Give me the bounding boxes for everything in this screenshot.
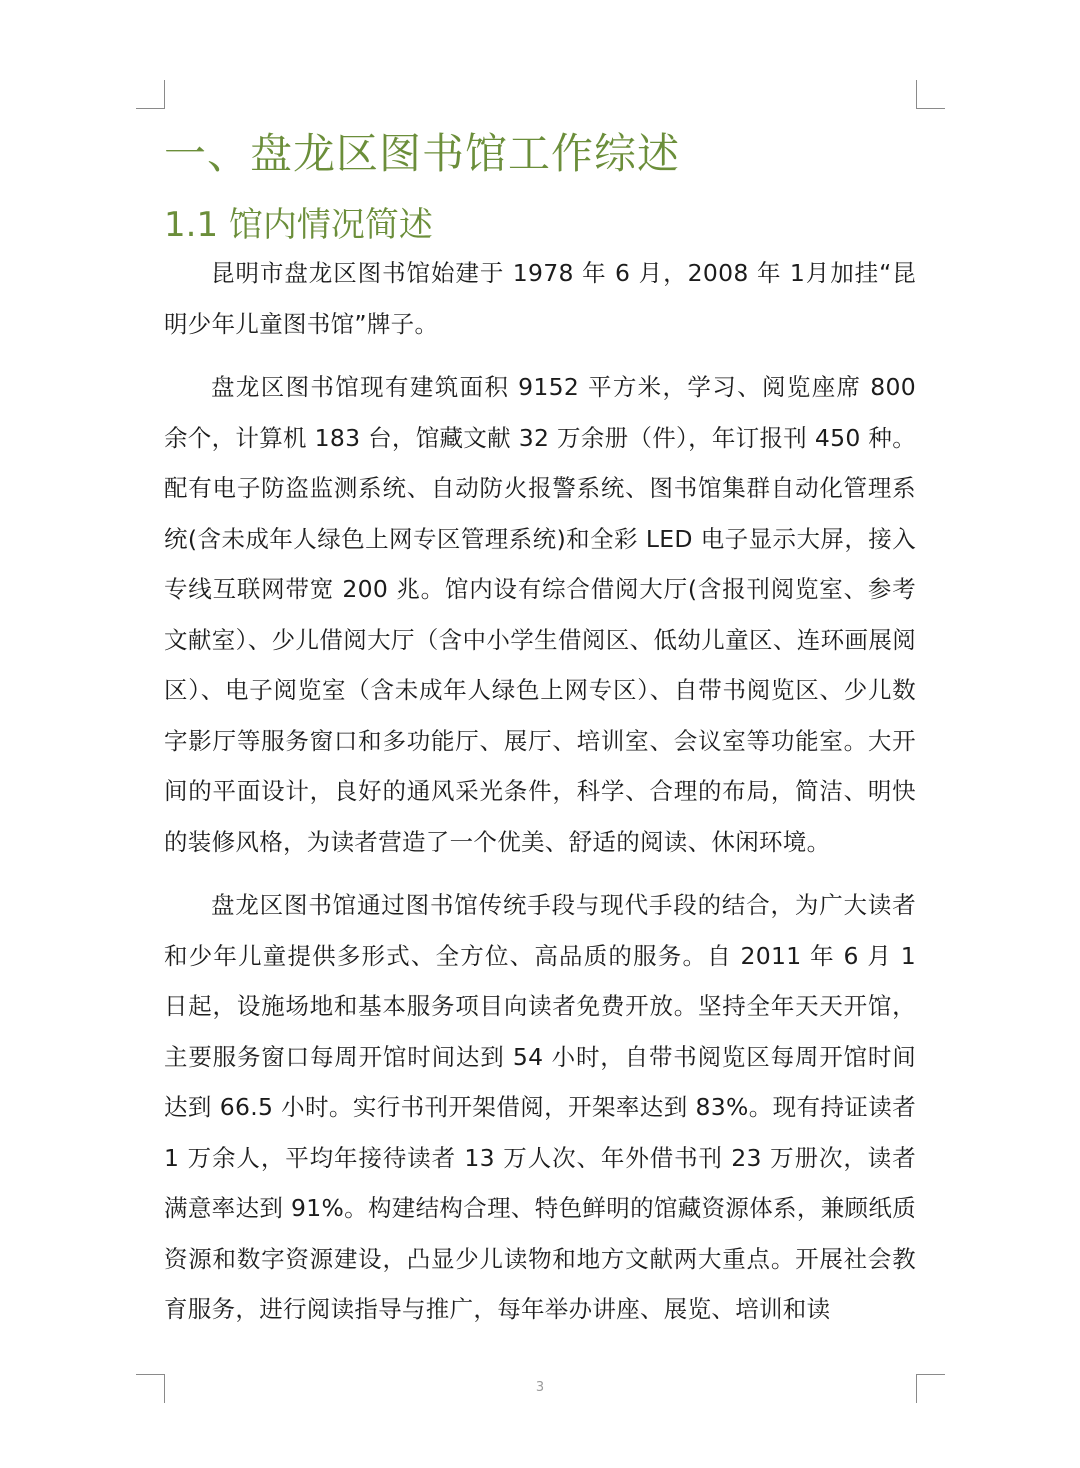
crop-mark-top-right: [916, 80, 945, 109]
paragraph-services: 盘龙区图书馆通过图书馆传统手段与现代手段的结合，为广大读者和少年儿童提供多形式、全方位、高品质的服务。自 2011 年 6 月 1 日起，设施场地和基本服务项目向读者免费开放。坚持全年天天开馆，主要服务窗口每周开馆时间达到 54 小时，自带书阅览区每周开馆时间达到 66.5 小时。实行书刊开架借阅，开架率达到 83%。现有持证读者 1 万余人，平均年接待读者 13 万人次、年外借书刊 23 万册次，读者满意率达到 91%。构建结构合理、特色鲜明的馆藏资源体系，兼顾纸质资源和数字资源建设，凸显少儿读物和地方文献两大重点。开展社会教育服务，进行阅读指导与推广，每年举办讲座、展览、培训和读: [164, 891, 916, 1323]
page-number: 3: [535, 1380, 545, 1395]
crop-mark-top-left: [136, 80, 165, 109]
document-body: [164, 126, 916, 1335]
section-heading: 1.1 馆内情况简述: [164, 205, 433, 245]
paragraph-history: 昆明市盘龙区图书馆始建于 1978 年 6 月，2008 年 1月加挂“昆明少年儿童图书馆”牌子。: [164, 259, 916, 338]
chapter-heading: 一、盘龙区图书馆工作综述: [164, 129, 681, 178]
paragraph-facilities: 盘龙区图书馆现有建筑面积 9152 平方米，学习、阅览座席 800 余个，计算机 183 台，馆藏文献 32 万余册（件），年订报刊 450 种。配有电子防盗监测系统、自动防火报警系统、图书馆集群自动化管理系统(含未成年人绿色上网专区管理系统)和全彩 LED 电子显示大屏，接入专线互联网带宽 200 兆。馆内设有综合借阅大厅(含报刊阅览室、参考文献室）、少儿借阅大厅（含中小学生借阅区、低幼儿童区、连环画展阅区）、电子阅览室（含未成年人绿色上网专区）、自带书阅览区、少儿数字影厅等服务窗口和多功能厅、展厅、培训室、会议室等功能室。大开间的平面设计，良好的通风采光条件，科学、合理的布局，简洁、明快的装修风格，为读者营造了一个优美、舒适的阅读、休闲环境。: [164, 373, 916, 856]
